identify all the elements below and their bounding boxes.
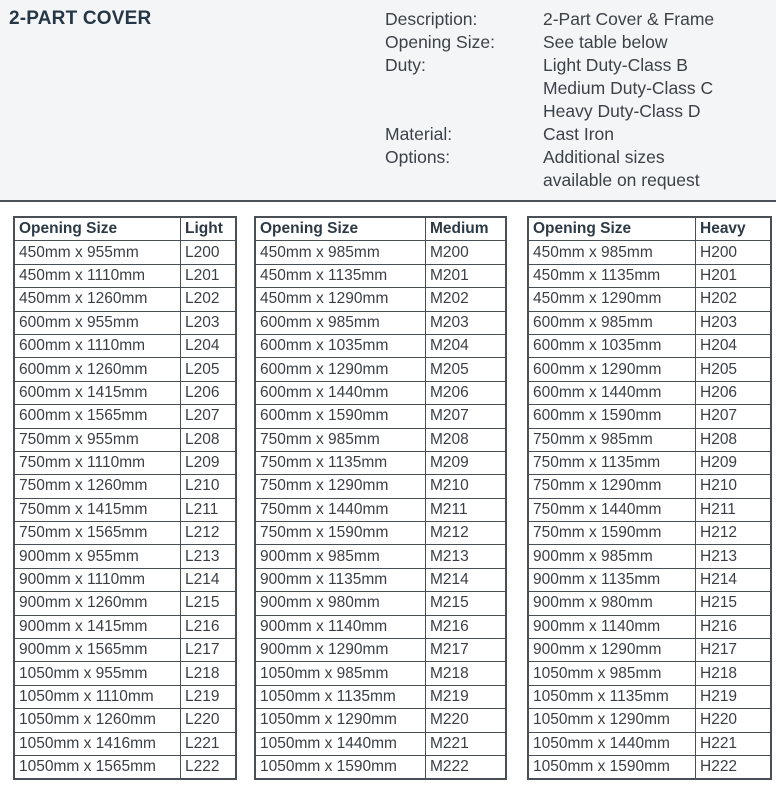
opening-size-cell: 1050mm x 1135mm [528,685,696,708]
product-code-cell: M210 [426,475,507,498]
product-code-cell: M211 [426,498,507,521]
column-header-opening-size: Opening Size [255,217,426,241]
opening-size-cell: 600mm x 1590mm [528,405,696,428]
table-row [14,662,236,685]
product-code-cell: L200 [181,241,237,264]
product-code-cell: M212 [426,522,507,545]
table-row [528,381,771,404]
table-row [255,732,506,755]
table-row [14,358,236,381]
table-row [255,381,506,404]
spec-value: Medium Duty-Class C [543,78,714,98]
table-row [255,755,506,779]
opening-size-cell: 900mm x 1135mm [528,568,696,591]
product-code-cell: H215 [696,592,772,615]
column-header-opening-size: Opening Size [14,217,181,241]
product-code-cell: L216 [181,615,237,638]
product-code-cell: M215 [426,592,507,615]
opening-size-cell: 900mm x 1110mm [14,568,181,591]
table-row [14,522,236,545]
opening-size-cell: 900mm x 1135mm [255,568,426,591]
spec-label: Material: [385,124,453,144]
opening-size-cell: 1050mm x 1290mm [528,709,696,732]
table-row [14,615,236,638]
opening-size-cell: 450mm x 1290mm [528,288,696,311]
table-row [528,685,771,708]
table-header-row [528,217,771,241]
opening-size-cell: 750mm x 985mm [528,428,696,451]
spec-label: Description: [385,9,478,29]
opening-size-cell: 900mm x 1290mm [255,639,426,662]
product-code-cell: H205 [696,358,772,381]
product-code-cell: M217 [426,639,507,662]
opening-size-cell: 1050mm x 1110mm [14,685,181,708]
opening-size-cell: 600mm x 1290mm [528,358,696,381]
spec-row-description [385,8,714,31]
opening-size-cell: 450mm x 1135mm [528,264,696,287]
product-code-cell: L201 [181,264,237,287]
opening-size-cell: 750mm x 1135mm [255,451,426,474]
opening-size-cell: 1050mm x 985mm [528,662,696,685]
opening-size-cell: 900mm x 1140mm [528,615,696,638]
table-row [528,732,771,755]
opening-size-cell: 750mm x 985mm [255,428,426,451]
product-code-cell: H216 [696,615,772,638]
opening-size-cell: 750mm x 1260mm [14,475,181,498]
product-code-cell: H210 [696,475,772,498]
product-code-cell: L204 [181,334,237,357]
product-code-cell: H217 [696,639,772,662]
opening-size-cell: 750mm x 1565mm [14,522,181,545]
opening-size-cell: 750mm x 1440mm [528,498,696,521]
table-row [528,241,771,264]
product-code-cell: M220 [426,709,507,732]
opening-size-cell: 750mm x 1590mm [528,522,696,545]
opening-size-cell: 1050mm x 1565mm [14,755,181,779]
product-code-cell: L212 [181,522,237,545]
spec-row-opening-size [385,31,714,54]
column-header-code: Light [181,217,237,241]
table-row [255,545,506,568]
spec-value: Cast Iron [543,124,614,144]
product-code-cell: M206 [426,381,507,404]
opening-size-cell: 900mm x 980mm [255,592,426,615]
opening-size-cell: 1050mm x 1440mm [528,732,696,755]
table-row [14,405,236,428]
opening-size-cell: 600mm x 985mm [255,311,426,334]
opening-size-cell: 1050mm x 955mm [14,662,181,685]
table-row [255,475,506,498]
table-row [255,334,506,357]
table-row [255,405,506,428]
table-row [528,615,771,638]
table-row [255,639,506,662]
opening-size-cell: 600mm x 1260mm [14,358,181,381]
opening-size-cell: 900mm x 1415mm [14,615,181,638]
table-row [255,568,506,591]
table-row [528,405,771,428]
product-code-cell: M201 [426,264,507,287]
table-row [14,592,236,615]
opening-size-cell: 750mm x 1290mm [255,475,426,498]
opening-size-cell: 600mm x 955mm [14,311,181,334]
table-row [255,264,506,287]
product-code-cell: H209 [696,451,772,474]
spec-value: Light Duty-Class B [543,55,688,75]
opening-size-cell: 900mm x 1565mm [14,639,181,662]
medium-duty-table [254,216,507,780]
product-code-cell: M205 [426,358,507,381]
table-row [528,755,771,779]
opening-size-cell: 750mm x 1415mm [14,498,181,521]
table-row [14,451,236,474]
product-code-cell: M218 [426,662,507,685]
product-code-cell: L220 [181,709,237,732]
spec-list [385,8,714,192]
opening-size-cell: 1050mm x 1590mm [255,755,426,779]
spec-value: 2-Part Cover & Frame [543,9,715,29]
table-row [528,592,771,615]
table-row [255,241,506,264]
product-code-cell: M219 [426,685,507,708]
product-code-cell: L211 [181,498,237,521]
opening-size-cell: 600mm x 1290mm [255,358,426,381]
product-code-cell: H220 [696,709,772,732]
table-row [255,522,506,545]
opening-size-cell: 600mm x 1035mm [528,334,696,357]
table-row [14,568,236,591]
product-code-cell: H201 [696,264,772,287]
opening-size-cell: 750mm x 1110mm [14,451,181,474]
product-code-cell: H211 [696,498,772,521]
opening-size-cell: 1050mm x 985mm [255,662,426,685]
table-row [14,288,236,311]
product-code-cell: L221 [181,732,237,755]
spec-label: Opening Size: [385,32,495,52]
product-code-cell: L209 [181,451,237,474]
table-row [14,264,236,287]
product-code-cell: L219 [181,685,237,708]
opening-size-cell: 450mm x 1290mm [255,288,426,311]
opening-size-cell: 900mm x 980mm [528,592,696,615]
opening-size-cell: 1050mm x 1135mm [255,685,426,708]
table-row [528,428,771,451]
product-code-cell: M203 [426,311,507,334]
product-code-cell: H219 [696,685,772,708]
product-code-cell: H200 [696,241,772,264]
opening-size-cell: 1050mm x 1590mm [528,755,696,779]
product-code-cell: H202 [696,288,772,311]
product-code-cell: L213 [181,545,237,568]
product-code-cell: H214 [696,568,772,591]
product-code-cell: M209 [426,451,507,474]
opening-size-cell: 600mm x 1440mm [528,381,696,404]
opening-size-cell: 1050mm x 1416mm [14,732,181,755]
product-code-cell: M208 [426,428,507,451]
product-code-cell: L210 [181,475,237,498]
opening-size-cell: 450mm x 985mm [528,241,696,264]
table-row [528,498,771,521]
spec-label: Options: [385,147,451,167]
product-code-cell: H213 [696,545,772,568]
column-header-code: Heavy [696,217,772,241]
product-code-cell: L202 [181,288,237,311]
table-row [14,498,236,521]
table-row [14,709,236,732]
table-row [528,264,771,287]
table-row [14,311,236,334]
spec-value: Additional sizes [543,147,665,167]
product-code-cell: L217 [181,639,237,662]
table-row [14,428,236,451]
table-row [255,498,506,521]
spec-value: available on request [543,170,700,190]
opening-size-cell: 600mm x 1590mm [255,405,426,428]
table-row [14,334,236,357]
table-row [528,451,771,474]
table-row [528,311,771,334]
table-row [528,334,771,357]
opening-size-cell: 600mm x 985mm [528,311,696,334]
product-code-cell: M222 [426,755,507,779]
product-code-cell: M202 [426,288,507,311]
light-duty-table [13,216,237,780]
opening-size-cell: 750mm x 1135mm [528,451,696,474]
product-code-cell: H207 [696,405,772,428]
product-code-cell: L206 [181,381,237,404]
opening-size-cell: 750mm x 1440mm [255,498,426,521]
table-row [14,639,236,662]
opening-size-cell: 900mm x 955mm [14,545,181,568]
table-row [528,545,771,568]
page-title: 2-PART COVER [9,8,152,29]
product-code-cell: M213 [426,545,507,568]
table-row [255,709,506,732]
table-header-row [14,217,236,241]
table-row [528,568,771,591]
spec-label: Duty: [385,55,426,75]
spec-row-options [385,146,714,192]
table-row [255,592,506,615]
table-row [255,451,506,474]
table-row [255,288,506,311]
opening-size-cell: 450mm x 1110mm [14,264,181,287]
spec-value: Heavy Duty-Class D [543,101,701,121]
product-code-cell: H212 [696,522,772,545]
table-row [528,522,771,545]
product-code-cell: L222 [181,755,237,779]
spec-row-duty [385,54,714,123]
table-row [528,662,771,685]
table-row [255,358,506,381]
table-row [255,428,506,451]
product-code-cell: L203 [181,311,237,334]
heavy-duty-table [527,216,772,780]
opening-size-cell: 450mm x 1135mm [255,264,426,287]
table-row [14,241,236,264]
table-row [528,709,771,732]
opening-size-cell: 750mm x 955mm [14,428,181,451]
spec-row-material [385,123,714,146]
table-row [255,615,506,638]
product-code-cell: H204 [696,334,772,357]
spec-header [0,0,776,202]
opening-size-cell: 1050mm x 1440mm [255,732,426,755]
table-row [14,732,236,755]
product-code-cell: H206 [696,381,772,404]
product-code-cell: M216 [426,615,507,638]
opening-size-cell: 900mm x 1290mm [528,639,696,662]
column-header-opening-size: Opening Size [528,217,696,241]
product-code-cell: M214 [426,568,507,591]
product-code-cell: L205 [181,358,237,381]
product-code-cell: H218 [696,662,772,685]
opening-size-cell: 900mm x 985mm [255,545,426,568]
table-row [14,381,236,404]
table-row [14,755,236,779]
product-code-cell: L207 [181,405,237,428]
opening-size-cell: 750mm x 1590mm [255,522,426,545]
opening-size-cell: 450mm x 955mm [14,241,181,264]
opening-size-cell: 450mm x 985mm [255,241,426,264]
table-row [528,475,771,498]
opening-size-cell: 1050mm x 1260mm [14,709,181,732]
opening-size-cell: 600mm x 1440mm [255,381,426,404]
opening-size-cell: 600mm x 1415mm [14,381,181,404]
product-code-cell: M207 [426,405,507,428]
table-row [255,662,506,685]
opening-size-cell: 900mm x 1140mm [255,615,426,638]
table-row [528,639,771,662]
column-header-code: Medium [426,217,507,241]
product-code-cell: L218 [181,662,237,685]
table-row [255,311,506,334]
opening-size-cell: 600mm x 1110mm [14,334,181,357]
opening-size-cell: 600mm x 1035mm [255,334,426,357]
opening-size-cell: 1050mm x 1290mm [255,709,426,732]
product-code-cell: H222 [696,755,772,779]
table-row [528,358,771,381]
opening-size-cell: 600mm x 1565mm [14,405,181,428]
table-row [14,545,236,568]
product-code-cell: M204 [426,334,507,357]
table-header-row [255,217,506,241]
opening-size-cell: 900mm x 985mm [528,545,696,568]
opening-size-cell: 450mm x 1260mm [14,288,181,311]
table-row [528,288,771,311]
table-row [14,475,236,498]
product-code-cell: L215 [181,592,237,615]
opening-size-cell: 750mm x 1290mm [528,475,696,498]
product-code-cell: L208 [181,428,237,451]
product-code-cell: H208 [696,428,772,451]
spec-value: See table below [543,32,668,52]
product-code-cell: M200 [426,241,507,264]
opening-size-cell: 900mm x 1260mm [14,592,181,615]
table-row [255,685,506,708]
product-code-cell: L214 [181,568,237,591]
product-code-cell: H203 [696,311,772,334]
table-row [14,685,236,708]
product-code-cell: H221 [696,732,772,755]
product-code-cell: M221 [426,732,507,755]
